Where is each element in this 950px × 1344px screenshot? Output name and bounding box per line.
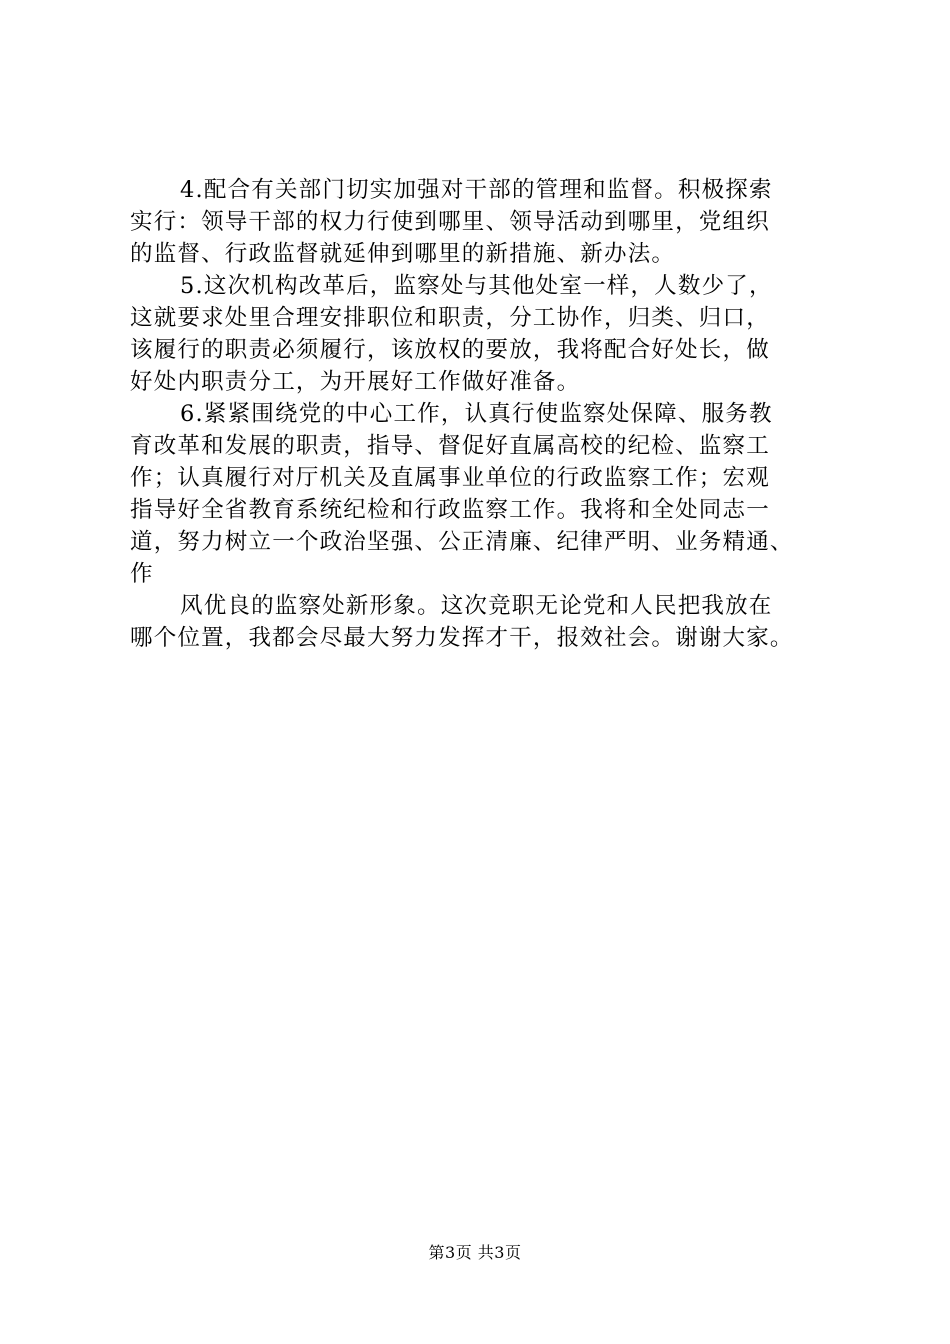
paragraph-5-line-2: 这就要求处里合理安排职位和职责，分工协作，归类、归口， bbox=[130, 305, 770, 331]
paragraph-4-line-2: 实行：领导干部的权力行使到哪里、领导活动到哪里，党组织 bbox=[130, 209, 770, 235]
body-text bbox=[130, 174, 850, 654]
paragraph-6-line-4: 指导好全省教育系统纪检和行政监察工作。我将和全处同志一 bbox=[130, 497, 770, 523]
paragraph-6-line-2: 育改革和发展的职责，指导、督促好直属高校的纪检、监察工 bbox=[130, 433, 770, 459]
paragraph-7-line-1: 风优良的监察处新形象。这次竞职无论党和人民把我放在 bbox=[180, 593, 773, 619]
paragraph-5-line-1: 5.这次机构改革后，监察处与其他处室一样，人数少了， bbox=[180, 273, 773, 299]
page-number-footer: 第3页 共3页 bbox=[428, 1243, 522, 1262]
paragraph-7-line-2: 哪个位置，我都会尽最大努力发挥才干，报效社会。谢谢大家。 bbox=[130, 625, 794, 651]
paragraph-6-line-1: 6.紧紧围绕党的中心工作，认真行使监察处保障、服务教 bbox=[180, 401, 773, 427]
paragraph-6-line-6: 作 bbox=[130, 561, 154, 587]
paragraph-4-line-1: 4.配合有关部门切实加强对干部的管理和监督。积极探索 bbox=[180, 177, 773, 203]
paragraph-6-line-3: 作；认真履行对厅机关及直属事业单位的行政监察工作；宏观 bbox=[130, 465, 770, 491]
paragraph-4-line-3: 的监督、行政监督就延伸到哪里的新措施、新办法。 bbox=[130, 241, 676, 267]
paragraph-6-line-5: 道，努力树立一个政治坚强、公正清廉、纪律严明、业务精通、 bbox=[130, 529, 794, 555]
paragraph-5-line-4: 好处内职责分工，为开展好工作做好准备。 bbox=[130, 369, 581, 395]
paragraph-5-line-3: 该履行的职责必须履行，该放权的要放，我将配合好处长，做 bbox=[130, 337, 770, 363]
